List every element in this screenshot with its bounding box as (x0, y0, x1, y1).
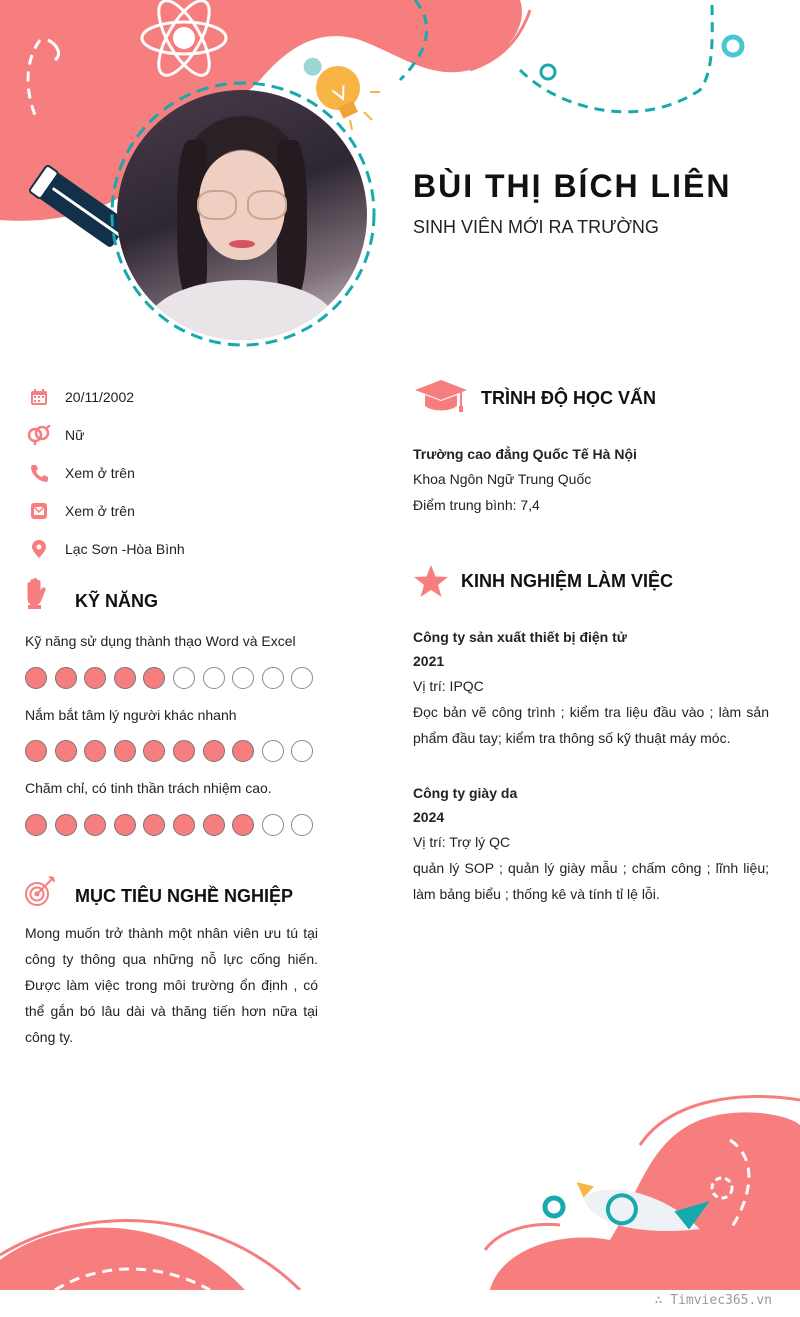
job-company: Công ty giày da (413, 785, 518, 801)
skill-dot-empty (291, 740, 313, 762)
skill-dot-filled (55, 814, 77, 836)
education-title: TRÌNH ĐỘ HỌC VẤN (481, 388, 656, 408)
contact-email (25, 500, 135, 522)
skill-rating (25, 814, 313, 836)
location-icon (25, 538, 53, 560)
skill-dot-filled (114, 667, 136, 689)
star-icon (413, 564, 449, 598)
contact-text: 20/11/2002 (65, 389, 135, 405)
skill-dot-filled (55, 667, 77, 689)
skill-dot-filled (173, 740, 195, 762)
profile-photo (117, 90, 367, 340)
skill-dot-filled (114, 740, 136, 762)
skill-dot-filled (25, 740, 47, 762)
job-position: Vị trí: IPQC (413, 678, 484, 694)
skill-dot-filled (25, 667, 47, 689)
candidate-role: SINH VIÊN MỚI RA TRƯỜNG (413, 217, 659, 237)
skill-dot-empty (262, 667, 284, 689)
email-icon (25, 500, 53, 522)
contact-text: Lạc Sơn -Hòa Bình (65, 541, 185, 557)
skill-dot-empty (203, 667, 225, 689)
phone-icon (25, 462, 53, 484)
skill-label: Kỹ năng sử dụng thành thạo Word và Excel (25, 633, 296, 649)
teal-ring-bottom (545, 1198, 563, 1216)
job-year: 2024 (413, 809, 445, 825)
skill-dot-filled (203, 740, 225, 762)
skill-dot-empty (291, 667, 313, 689)
candidate-name: BÙI THỊ BÍCH LIÊN (413, 168, 732, 204)
skill-label: Chăm chỉ, có tinh thần trách nhiệm cao. (25, 780, 272, 796)
calendar-icon (25, 386, 53, 408)
graduation-cap-icon (413, 380, 469, 414)
contact-text: Nữ (65, 427, 85, 443)
skill-dot-filled (84, 667, 106, 689)
contact-text: Xem ở trên (65, 465, 135, 481)
skill-rating (25, 667, 313, 689)
skill-dot-filled (84, 740, 106, 762)
job-description: Đọc bản vẽ công trình ; kiểm tra liệu đầu vào ; làm sản phẩm đầu tay; kiểm tra thông số kỹ thuật máy móc. (413, 704, 769, 746)
skill-dot-empty (232, 667, 254, 689)
photo-shirt (147, 280, 337, 340)
skill-rating (25, 740, 313, 762)
skill-dot-filled (55, 740, 77, 762)
skill-dot-empty (262, 740, 284, 762)
education-faculty: Khoa Ngôn Ngữ Trung Quốc (413, 471, 592, 487)
contact-location (25, 538, 185, 560)
skill-dot-empty (262, 814, 284, 836)
contact-text: Xem ở trên (65, 503, 135, 519)
skill-dot-filled (114, 814, 136, 836)
gender-icon (25, 424, 53, 446)
skill-dot-filled (232, 814, 254, 836)
skill-dot-empty (291, 814, 313, 836)
contact-phone (25, 462, 135, 484)
skills-title: KỸ NĂNG (75, 591, 159, 611)
skill-label: Nắm bắt tâm lý người khác nhanh (25, 707, 237, 723)
watermark: ∴ Timviec365.vn (654, 1293, 772, 1308)
skill-dot-filled (203, 814, 225, 836)
teal-ring-icon (724, 37, 742, 55)
education-gpa: Điểm trung bình: 7,4 (413, 497, 540, 513)
contact-gender (25, 424, 84, 446)
job-year: 2021 (413, 653, 445, 669)
skill-dot-filled (232, 740, 254, 762)
skill-dot-filled (173, 814, 195, 836)
education-school: Trường cao đẳng Quốc Tế Hà Nội (413, 446, 637, 462)
photo-glasses-left (197, 190, 237, 220)
teal-ring-small (541, 65, 555, 79)
job-company: Công ty sản xuất thiết bị điện tử (413, 629, 627, 645)
skill-dot-filled (84, 814, 106, 836)
skill-dot-filled (143, 814, 165, 836)
hand-icon (24, 578, 48, 610)
experience-title: KINH NGHIỆM LÀM VIỆC (461, 571, 674, 591)
target-icon (24, 875, 58, 909)
photo-glasses-right (247, 190, 287, 220)
objective-text: Mong muốn trở thành một nhân viên ưu tú tại công ty thông qua những nỗ lực cống hiến. Được làm việc trong môi trường ổn định , có thể gắn bó lâu dài và thăng tiến hơn nữa tại công ty. (25, 925, 318, 1045)
job-description: quản lý SOP ; quản lý giày mẫu ; chấm công ; lĩnh liệu; làm bảng biểu ; thống kê và tính tỉ lệ lỗi. (413, 860, 769, 902)
photo-lips (229, 240, 255, 248)
skill-dot-filled (143, 740, 165, 762)
contact-birthdate (25, 386, 134, 408)
objective-title: MỤC TIÊU NGHỀ NGHIỆP (75, 886, 294, 906)
job-position: Vị trí: Trợ lý QC (413, 834, 511, 850)
skill-dot-filled (25, 814, 47, 836)
skill-dot-filled (143, 667, 165, 689)
skill-dot-empty (173, 667, 195, 689)
